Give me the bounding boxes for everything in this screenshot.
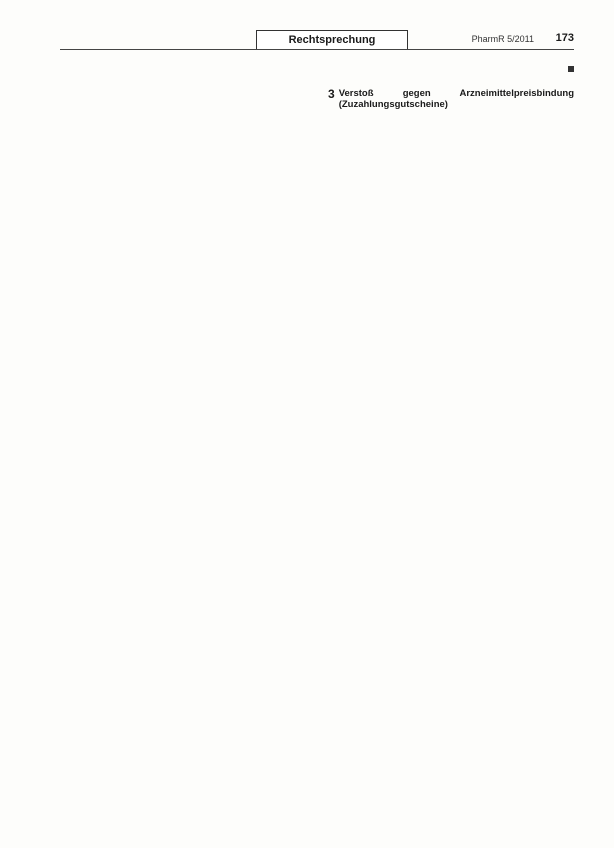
journal-reference: PharmR 5/2011 [471,34,534,44]
article-title: Verstoß gegen Arzneimittelpreisbindung (Zuzahlungsgutscheine) [338,88,574,110]
article-heading [328,88,574,110]
page-body [60,58,574,828]
right-column [328,58,574,828]
end-of-article-mark [568,66,574,72]
header-rule [60,49,574,50]
section-tab: Rechtsprechung [256,30,408,49]
article-number: 3 [328,87,335,101]
running-header [60,28,574,50]
page-number: 173 [555,32,574,44]
left-column [60,58,306,828]
